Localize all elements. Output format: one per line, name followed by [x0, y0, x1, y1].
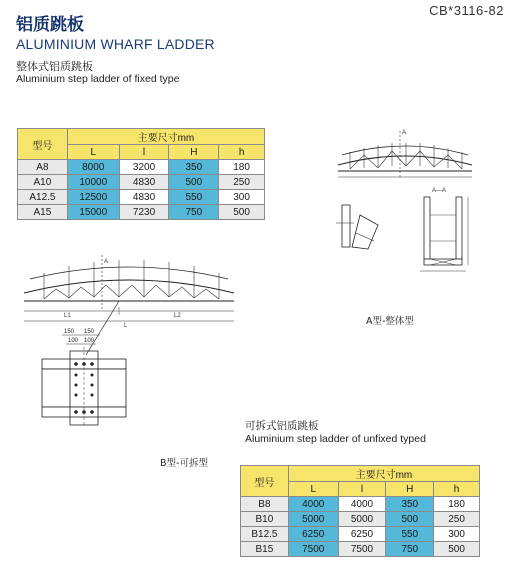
value-cell: 500: [169, 175, 219, 190]
value-cell: 15000: [67, 205, 119, 220]
unfixed-ladder-drawing: [14, 255, 244, 430]
col-L: L: [288, 482, 338, 497]
value-cell: 250: [434, 512, 480, 527]
value-cell: 8000: [67, 160, 119, 175]
fixed-type-dimension-table: [17, 128, 265, 220]
dim-l: L: [124, 323, 128, 329]
unfixed-type-title-cn: 可拆式铝质跳板: [245, 420, 319, 432]
fixed-type-title-cn: 整体式铝质跳板: [16, 60, 93, 73]
value-cell: 750: [169, 205, 219, 220]
model-cell: A8: [18, 160, 68, 175]
dim-100-left: 100: [68, 338, 79, 344]
dim-l1: L1: [64, 313, 71, 319]
dim-150-right: 150: [84, 329, 95, 335]
col-l: l: [119, 145, 169, 160]
model-header: 型号: [241, 466, 289, 497]
dimensions-header: 主要尺寸mm: [67, 129, 264, 145]
model-cell: B8: [241, 497, 289, 512]
value-cell: 500: [219, 205, 265, 220]
value-cell: 6250: [288, 527, 338, 542]
table-row: [241, 512, 480, 527]
fixed-ladder-section-aa: [410, 185, 480, 275]
value-cell: 7500: [338, 542, 386, 557]
col-H: H: [386, 482, 434, 497]
value-cell: 10000: [67, 175, 119, 190]
table-row: [18, 175, 265, 190]
value-cell: 500: [434, 542, 480, 557]
dim-150-left: 150: [64, 329, 75, 335]
value-cell: 350: [386, 497, 434, 512]
standard-code: CB*3116-82: [429, 3, 504, 18]
value-cell: 5000: [338, 512, 386, 527]
table-row: [241, 497, 480, 512]
page-title-cn: 铝质跳板: [16, 15, 84, 35]
model-cell: B12.5: [241, 527, 289, 542]
value-cell: 550: [386, 527, 434, 542]
table-row: [18, 160, 265, 175]
type-a-caption: A型-整体型: [366, 316, 414, 327]
section-marker-a: A: [402, 130, 407, 136]
table-row: [241, 527, 480, 542]
value-cell: 3200: [119, 160, 169, 175]
col-L: L: [67, 145, 119, 160]
value-cell: 7230: [119, 205, 169, 220]
dim-100-right: 100: [84, 338, 95, 344]
value-cell: 180: [434, 497, 480, 512]
fixed-type-title-en: Aluminium step ladder of fixed type: [16, 73, 180, 85]
value-cell: 4830: [119, 175, 169, 190]
fixed-ladder-side-drawing: [330, 125, 480, 180]
table-row: [18, 190, 265, 205]
section-aa-label: A—A: [432, 188, 447, 194]
value-cell: 180: [219, 160, 265, 175]
dimensions-header: 主要尺寸mm: [288, 466, 479, 482]
col-l: l: [338, 482, 386, 497]
col-h: h: [434, 482, 480, 497]
value-cell: 750: [386, 542, 434, 557]
type-b-caption: B型-可拆型: [160, 458, 208, 469]
value-cell: 300: [219, 190, 265, 205]
table-row: [18, 205, 265, 220]
fixed-ladder-joint-detail: [330, 195, 390, 255]
value-cell: 550: [169, 190, 219, 205]
model-cell: A10: [18, 175, 68, 190]
unfixed-type-title-en: Aluminium step ladder of unfixed typed: [245, 433, 426, 445]
col-h: h: [219, 145, 265, 160]
col-H: H: [169, 145, 219, 160]
value-cell: 300: [434, 527, 480, 542]
value-cell: 350: [169, 160, 219, 175]
unfixed-type-dimension-table: [240, 465, 480, 557]
section-marker-a: A: [104, 259, 109, 265]
dim-l2: L2: [174, 313, 181, 319]
model-cell: A12.5: [18, 190, 68, 205]
value-cell: 5000: [288, 512, 338, 527]
value-cell: 12500: [67, 190, 119, 205]
model-cell: A15: [18, 205, 68, 220]
value-cell: 500: [386, 512, 434, 527]
model-header: 型号: [18, 129, 68, 160]
value-cell: 6250: [338, 527, 386, 542]
table-row: [241, 542, 480, 557]
value-cell: 4000: [288, 497, 338, 512]
value-cell: 4830: [119, 190, 169, 205]
value-cell: 4000: [338, 497, 386, 512]
model-cell: B15: [241, 542, 289, 557]
value-cell: 250: [219, 175, 265, 190]
value-cell: 7500: [288, 542, 338, 557]
page-title-en: ALUMINIUM WHARF LADDER: [16, 36, 215, 52]
model-cell: B10: [241, 512, 289, 527]
